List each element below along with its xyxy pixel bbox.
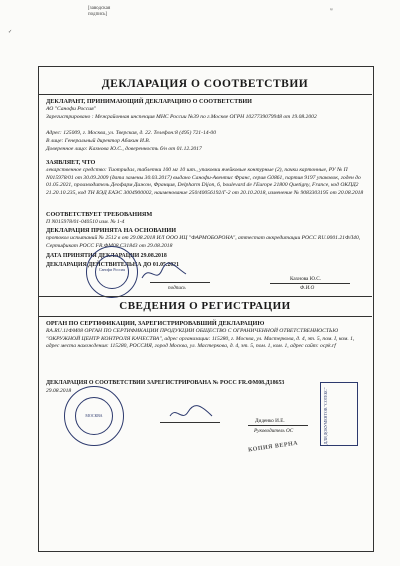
certification-stamp: МОСКВА bbox=[64, 386, 124, 446]
corner-mark: ✓ bbox=[8, 30, 13, 35]
org-heading: ОРГАН ПО СЕРТИФИКАЦИИ, ЗАРЕГИСТРИРОВАВШИЙ ДЕКЛАРАЦИЮ bbox=[46, 320, 265, 327]
declares-heading: ЗАЯВЛЯЕТ, ЧТО bbox=[46, 159, 96, 166]
basis-text: протокол испытаний № 2512 в от 29.08.2018 ИЛ ООО ИЦ "ФАРМОБОРОНА", аттестат аккредитации РОСС RU.0001.21ФЛ40, Сертификат РОСС FR.ФМ08.С31843 от 29.08.2018 bbox=[46, 235, 361, 249]
section-divider bbox=[38, 296, 372, 297]
signature-line bbox=[150, 282, 210, 283]
registrar-signature bbox=[168, 402, 214, 424]
copy-verified-stamp: КОПИЯ ВЕРНА bbox=[247, 440, 299, 454]
applicant-proxy: Доверенное лицо: Кахнова Ю.С., доверенность б/н от 01.12.2017 bbox=[46, 146, 202, 152]
requirements-heading: СООТВЕТСТВУЕТ ТРЕБОВАНИЯМ bbox=[46, 211, 153, 218]
corner-mark-right: ≈ bbox=[330, 8, 333, 13]
registered-line: ДЕКЛАРАЦИЯ О СООТВЕТСТВИИ ЗАРЕГИСТРИРОВАНА № РОСС FR.ФМ08.Д18653 bbox=[46, 380, 285, 386]
applicant-heading: ДЕКЛАРАНТ, ПРИНИМАЮЩИЙ ДЕКЛАРАЦИЮ О СООТВЕТСТВИИ bbox=[46, 98, 252, 105]
applicant-name: АО "Санофи Россия" bbox=[46, 106, 97, 112]
company-stamp: Санофи Россия bbox=[86, 246, 138, 298]
signer-label: Ф.И.О bbox=[300, 285, 315, 291]
date-accepted: ДАТА ПРИНЯТИЯ ДЕКЛАРАЦИИ 29.08.2018 bbox=[46, 253, 167, 259]
basis-heading: ДЕКЛАРАЦИЯ ПРИНЯТА НА ОСНОВАНИИ bbox=[46, 227, 177, 234]
declaration-title: ДЕКЛАРАЦИЯ О СООТВЕТСТВИИ bbox=[101, 78, 309, 90]
applicant-director: В лице: Генеральный директор Абакин И.В. bbox=[46, 138, 151, 144]
applicant-registration: Зарегистрировано : Межрайонная инспекция МНС России №39 по г.Москве ОГРН 1027739079948 от 19.08.2002 bbox=[46, 114, 317, 120]
vertical-stamp: ДЛЯ ДОКУМЕНТОВ "СОТЕКС" bbox=[320, 382, 358, 446]
product-description: лекарственное средство: Тиотридал, таблетки 100 мг 10 шт., упаковки ячейковые контурные (2), пачки картонные, РУ № П N015978/01 от 30.09.2009 (дата замены 30.03.2017) выдано Санофи-Авентис Франс, серия G0861, партия 9197 упаковок, годен до 01.05.2021, производитель Деофарм Дижон, Франция, Delpharm Dijon, 6, boulevard de l'Europe 21800 Quetigny, France, код ОКПД2 21.20.10.235, код ТН ВЭД ЕАЭС 3004900002, наименование 250/40056192/Г-2 от 20.10.2018, изменение № 9083303195 от 20.08.2018 bbox=[46, 167, 364, 196]
top-note: [заводская подпись] bbox=[88, 6, 111, 17]
name-line bbox=[270, 283, 350, 284]
registrar-name: Диденко И.Е. bbox=[255, 418, 285, 424]
title-divider bbox=[38, 94, 372, 95]
registrar-name-line bbox=[248, 425, 308, 426]
registrar-role: Руководитель ОС bbox=[254, 428, 294, 434]
org-description: RA.RU.11ФМ08 ОРГАН ПО СЕРТИФИКАЦИИ ПРОДУКЦИИ ОБЩЕСТВО С ОГРАНИЧЕННОЙ ОТВЕТСТВЕННОСТЬЮ "ОКРУЖНОЙ ЦЕНТР КОНТРОЛЯ КАЧЕСТВА", адрес организации: 115280, г. Москва, ул. Мастеркова, д. 4, эт. 5, пом. I, ком. 1, адрес места нахождения: 115280, РОССИЯ, город Москва, ул. Мастеркова, д. 4, эт. 5, пом. 1, ком. 1, адрес сайт: ocpk.rf bbox=[46, 328, 355, 350]
registrar-signature-line bbox=[160, 422, 220, 423]
signer-name: Кахнова Ю.С. bbox=[290, 276, 322, 282]
requirements-text: П N015978/01-040510 изм. № 1-4 bbox=[46, 219, 125, 225]
applicant-signature bbox=[140, 262, 190, 284]
registration-date: 29.08.2018 bbox=[46, 388, 72, 394]
valid-until: ДЕКЛАРАЦИЯ ДЕЙСТВИТЕЛЬНА ДО 01.05.2021 bbox=[46, 262, 179, 268]
applicant-address: Адрес: 125009, г. Москва, ул. Тверская, д. 22. Телефон:8 (495) 721-14-00 bbox=[46, 130, 217, 136]
registration-divider bbox=[38, 316, 372, 317]
registration-title: СВЕДЕНИЯ О РЕГИСТРАЦИИ bbox=[119, 300, 291, 312]
signature-label: подпись bbox=[168, 285, 186, 291]
